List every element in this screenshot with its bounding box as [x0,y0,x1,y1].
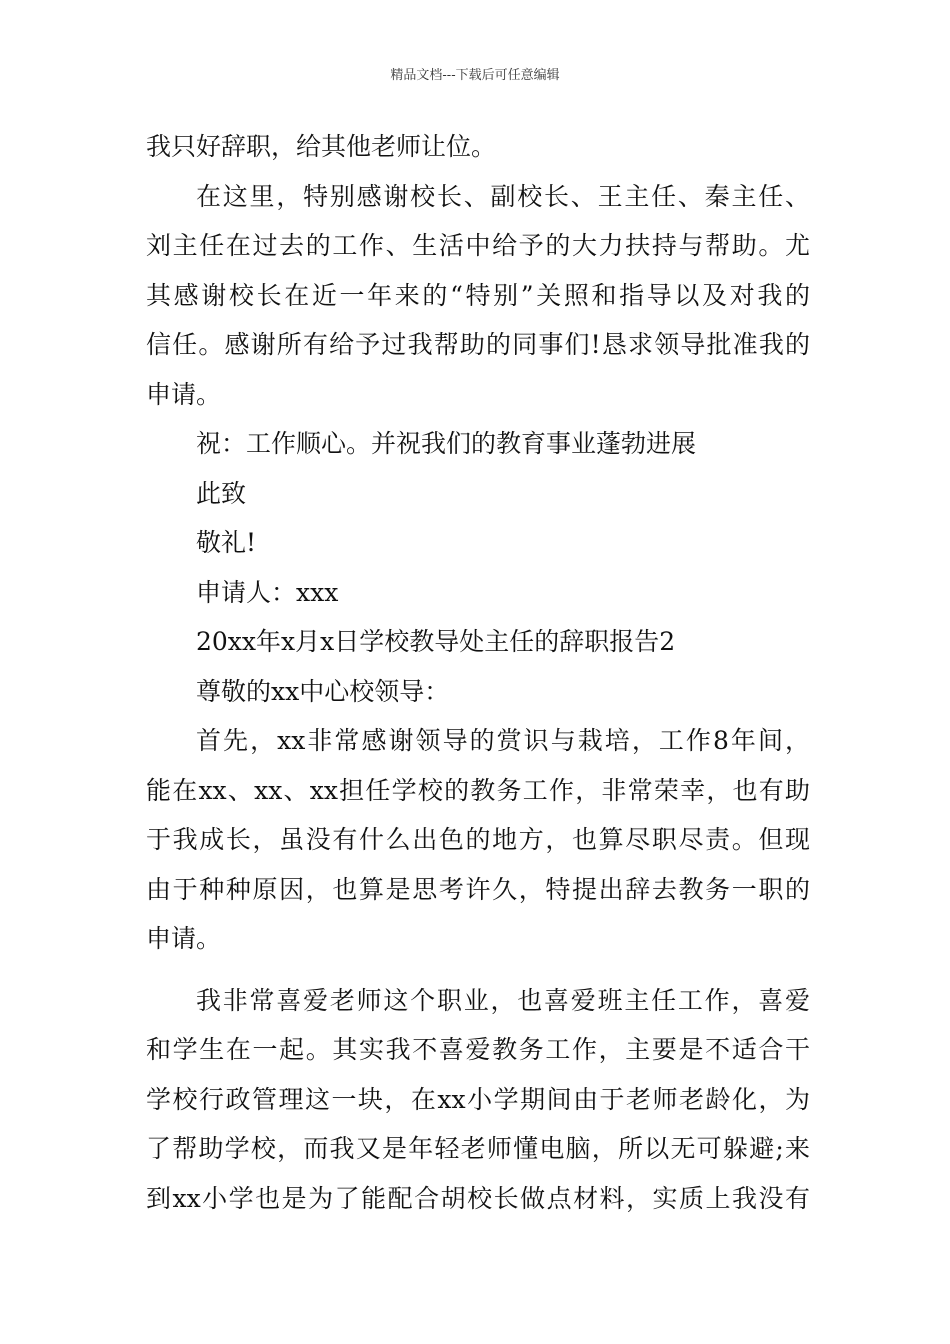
paragraph-gap [146,964,810,976]
text-line: 由于种种原因，也算是思考许久，特提出辞去教务一职的 [146,874,810,904]
text-line: 于我成长，虽没有什么出色的地方，也算尽职尽责。但现 [146,825,810,854]
text-line: 申请人：xxx [196,577,339,607]
document-body [146,122,810,1223]
text-line: 敬礼! [196,528,257,557]
text-line: 首先，xx非常感谢领导的赏识与栽培，工作8年间， [196,726,810,755]
text-line: 申请。 [146,379,222,409]
text-line: 了帮助学校，而我又是年轻老师懂电脑，所以无可躲避;来 [146,1134,810,1163]
text-line: 到xx小学也是为了能配合胡校长做点材料，实质上我没有 [146,1183,810,1213]
text-line: 和学生在一起。其实我不喜爱教务工作，主要是不适合干 [146,1035,810,1064]
text-line: 在这里，特别感谢校长、副校长、王主任、秦主任、 [196,181,810,211]
text-line: 申请。 [146,924,222,953]
text-line: 信任。感谢所有给予过我帮助的同事们!恳求领导批准我的 [146,330,810,359]
text-line: 刘主任在过去的工作、生活中给予的大力扶持与帮助。尤 [146,231,810,260]
text-line: 学校行政管理这一块，在xx小学期间由于老师老龄化，为 [146,1084,810,1114]
text-line: 其感谢校长在近一年来的“特别”关照和指导以及对我的 [146,280,810,310]
text-line: 我只好辞职，给其他老师让位。 [146,132,497,161]
text-line: 此致 [196,478,247,508]
text-line: 能在xx、xx、xx担任学校的教务工作，非常荣幸，也有助 [146,775,810,805]
text-line: 尊敬的xx中心校领导： [196,676,450,706]
text-line: 20xx年x月x日学校教导处主任的辞职报告2 [196,627,676,656]
text-line: 我非常喜爱老师这个职业，也喜爱班主任工作，喜爱 [196,985,810,1015]
page-header: 精品文档---下载后可任意编辑 [390,68,560,83]
text-line: 祝：工作顺心。并祝我们的教育事业蓬勃进展 [196,429,697,458]
